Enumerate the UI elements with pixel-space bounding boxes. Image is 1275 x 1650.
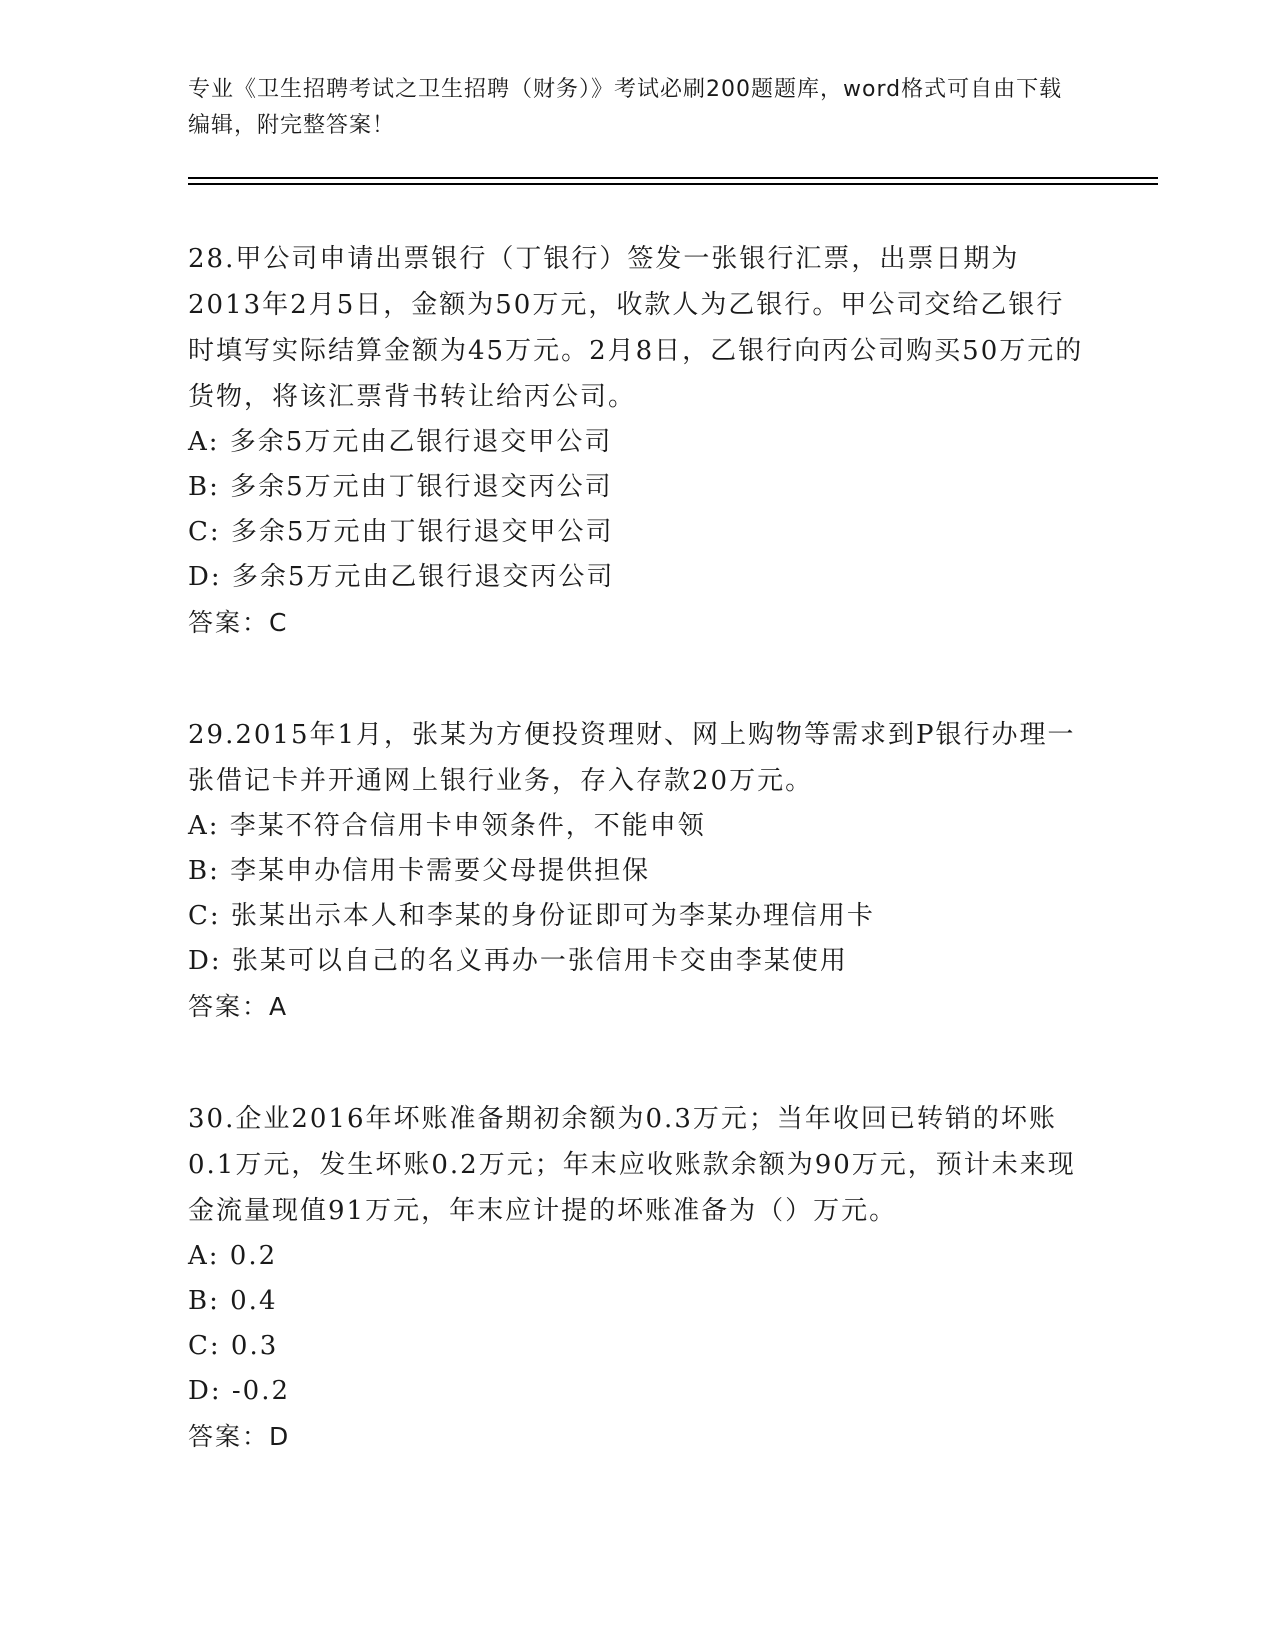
question-28 [188, 236, 1088, 646]
answer-line: 答案：A [188, 992, 289, 1021]
option-d: D: 多余5万元由乙银行退交丙公司 [188, 562, 615, 592]
option-c: C: 多余5万元由丁银行退交甲公司 [188, 517, 614, 547]
option-c: C: 0.3 [188, 1331, 279, 1361]
question-stem: 28.甲公司申请出票银行（丁银行）签发一张银行汇票，出票日期为2013年2月5日，金额为50万元，收款人为乙银行。甲公司交给乙银行时填写实际结算金额为45万元。2月8日，乙银行向丙公司购买50万元的货物，将该汇票背书转让给丙公司。 [188, 244, 1084, 412]
option-a: A: 李某不符合信用卡申领条件，不能申领 [188, 811, 706, 841]
option-c: C: 张某出示本人和李某的身份证即可为李某办理信用卡 [188, 901, 875, 931]
option-d: D: 张某可以自己的名义再办一张信用卡交由李某使用 [188, 946, 848, 976]
document-header: 专业《卫生招聘考试之卫生招聘（财务）》考试必刷200题题库，word格式可自由下载编辑，附完整答案！ [188, 77, 1063, 138]
option-b: B: 李某申办信用卡需要父母提供担保 [188, 856, 651, 886]
option-d: D: -0.2 [188, 1376, 291, 1406]
question-stem: 30.企业2016年坏账准备期初余额为0.3万元；当年收回已转销的坏账0.1万元，发生坏账0.2万元；年末应收账款余额为90万元，预计未来现金流量现值91万元，年末应计提的坏账准备为（）万元。 [188, 1104, 1076, 1226]
header-divider-top [188, 177, 1158, 179]
answer-line: 答案：C [188, 608, 289, 637]
option-b: B: 多余5万元由丁银行退交丙公司 [188, 472, 613, 502]
question-list [188, 236, 1088, 1526]
answer-line: 答案：D [188, 1422, 291, 1451]
option-a: A: 多余5万元由乙银行退交甲公司 [188, 427, 613, 457]
question-30 [188, 1096, 1088, 1460]
header-divider-bottom [188, 183, 1158, 185]
option-b: B: 0.4 [188, 1286, 278, 1316]
question-29 [188, 712, 1088, 1030]
option-a: A: 0.2 [188, 1241, 278, 1271]
question-stem: 29.2015年1月，张某为方便投资理财、网上购物等需求到P银行办理一张借记卡并开通网上银行业务，存入存款20万元。 [188, 720, 1076, 796]
